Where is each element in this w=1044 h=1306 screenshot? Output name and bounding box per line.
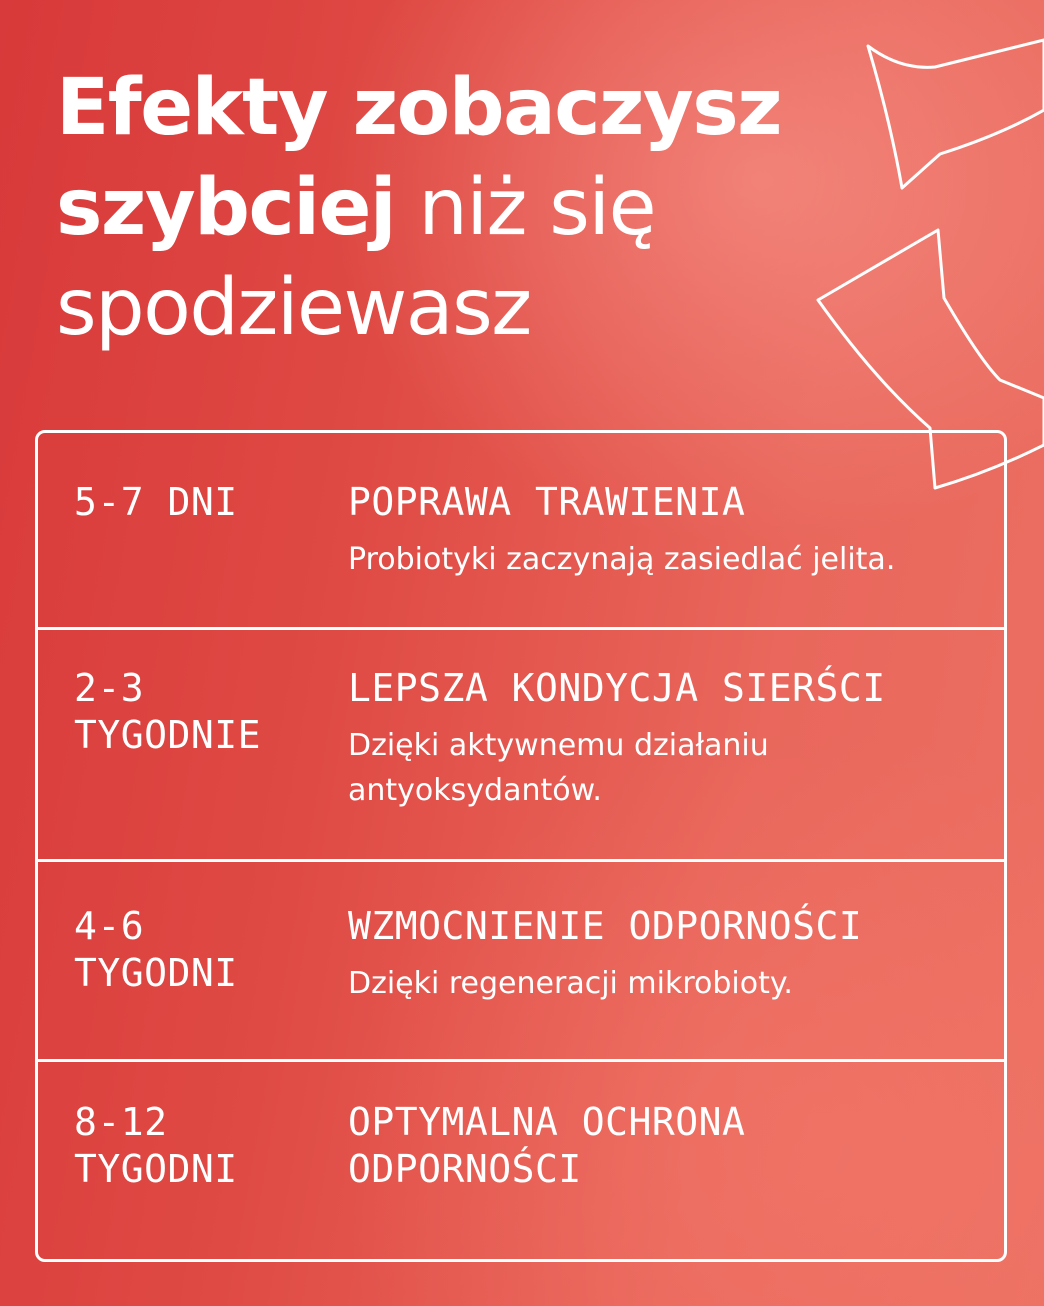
headline-emphasis: szybciej [56,163,396,253]
timeline-row [38,433,1004,629]
headline-line-1: Efekty zobaczysz [56,63,782,153]
timeline-table [35,430,1007,1262]
stage-description: Probiotyki zaczynają zasiedlać jelita. [348,542,896,577]
stage-title-line: LEPSZA KONDYCJA SIERŚCI [348,666,886,710]
stage-period-line: 4-6 [74,904,145,948]
stage-title [348,1099,988,1193]
stage-title-line: ODPORNOŚCI [348,1147,582,1191]
stage-description [348,723,998,813]
headline-line-3: spodziewasz [56,263,531,353]
stage-title [348,903,988,950]
stage-description: Dzięki regeneracji mikrobioty. [348,966,793,1001]
headline [56,58,876,358]
stage-period [74,479,324,526]
timeline-row [38,1059,1004,1259]
stage-period-line: TYGODNI [74,951,238,995]
headline-line-2: niż się [395,163,656,253]
stage-description-line: antyoksydantów. [348,773,602,808]
stage-period-line: 2-3 [74,666,145,710]
stage-period [74,665,324,759]
ribbon-upper-shape [868,40,1044,188]
stage-period-line: TYGODNI [74,1147,238,1191]
stage-period [74,1099,324,1193]
stage-title [348,665,988,712]
timeline-row [38,627,1004,861]
stage-period-line: TYGODNIE [74,713,262,757]
stage-title [348,479,988,526]
stage-description-line: Dzięki aktywnemu działaniu [348,728,769,763]
stage-period-line: 8-12 [74,1100,168,1144]
stage-title-line: WZMOCNIENIE ODPORNOŚCI [348,904,863,948]
stage-title-line: POPRAWA TRAWIENIA [348,480,746,524]
stage-period [74,903,324,997]
stage-title-line: OPTYMALNA OCHRONA [348,1100,746,1144]
stage-period-line: 5-7 DNI [74,480,238,524]
timeline-row [38,859,1004,1061]
